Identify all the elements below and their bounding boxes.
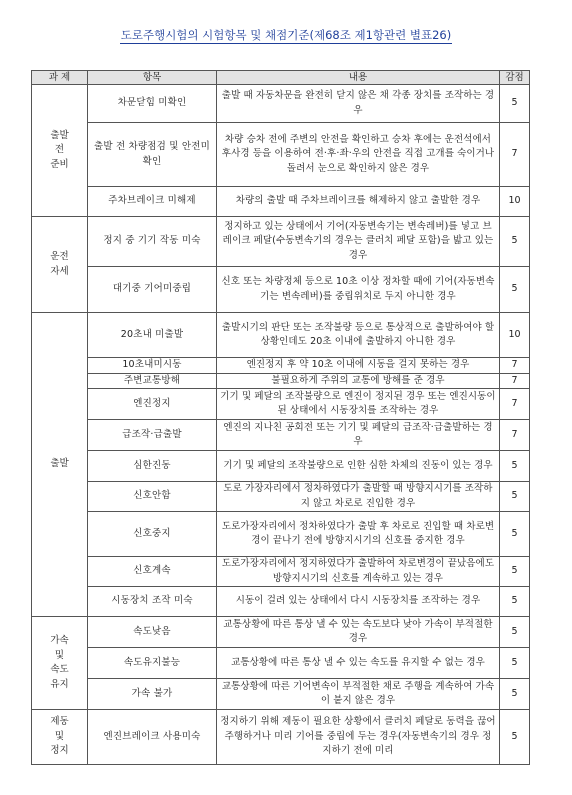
- header-item: 항목: [88, 71, 217, 85]
- content-cell: 기기 및 페달의 조작불량으로 인한 심한 차체의 진동이 있는 경우: [217, 451, 500, 482]
- table-row: [32, 512, 530, 557]
- header-content: 내용: [217, 71, 500, 85]
- points-cell: 5: [500, 557, 530, 587]
- scoring-table: [31, 70, 530, 765]
- table-row: [32, 187, 530, 217]
- item-cell: 시동장치 조작 미숙: [88, 587, 217, 617]
- points-cell: 10: [500, 187, 530, 217]
- category-cell: 가속 및 속도 유지: [32, 617, 88, 710]
- points-cell: 5: [500, 710, 530, 765]
- item-cell: 엔진브레이크 사용미숙: [88, 710, 217, 765]
- category-cell: 출발 전 준비: [32, 85, 88, 217]
- content-cell: 교통상황에 따른 통상 낼 수 있는 속도보다 낮아 가속이 부적절한 경우: [217, 617, 500, 648]
- table-row: [32, 358, 530, 374]
- content-cell: 엔진정지 후 약 10초 이내에 시동을 걸지 못하는 경우: [217, 358, 500, 374]
- table-row: [32, 389, 530, 420]
- item-cell: 출발 전 차량점검 및 안전미확인: [88, 123, 217, 187]
- content-cell: 도로가장자리에서 정지하였다가 출발하여 차로변경이 끝났음에도 방향지시기의 신호를 계속하고 있는 경우: [217, 557, 500, 587]
- points-cell: 7: [500, 420, 530, 451]
- table-row: [32, 123, 530, 187]
- item-cell: 엔진정지: [88, 389, 217, 420]
- points-cell: 10: [500, 313, 530, 358]
- points-cell: 5: [500, 512, 530, 557]
- points-cell: 7: [500, 358, 530, 374]
- item-cell: 신호중지: [88, 512, 217, 557]
- item-cell: 주변교통방해: [88, 373, 217, 389]
- content-cell: 신호 또는 차량정체 등으로 10초 이상 정차할 때에 기어(자동변속기는 변속레버)를 중립위치로 두지 아니한 경우: [217, 267, 500, 313]
- table-row: [32, 482, 530, 512]
- points-cell: 5: [500, 451, 530, 482]
- table-row: [32, 710, 530, 765]
- content-cell: 정지하기 위해 제동이 필요한 상황에서 클러치 페달로 동력을 끊어 주행하거나 미리 기어를 중립에 두는 경우(자동변속기의 경우 정지하기 전에 미리: [217, 710, 500, 765]
- item-cell: 20초내 미출발: [88, 313, 217, 358]
- item-cell: 신호계속: [88, 557, 217, 587]
- content-cell: 차량의 출발 때 주차브레이크를 해제하지 않고 출발한 경우: [217, 187, 500, 217]
- content-cell: 기기 및 페달의 조작불량으로 엔진이 정지된 경우 또는 엔진시동이 된 상태에서 시동장치를 조작하는 경우: [217, 389, 500, 420]
- content-cell: 차량 승차 전에 주변의 안전을 확인하고 승차 후에는 운전석에서 후사경 등을 이용하여 전·후·좌·우의 안전을 직접 고개를 숙이거나 돌려서 눈으로 확인하지 않은 경우: [217, 123, 500, 187]
- content-cell: 도로 가장자리에서 정차하였다가 출발할 때 방향지시기를 조작하지 않고 차로로 진입한 경우: [217, 482, 500, 512]
- item-cell: 정지 중 기기 작동 미숙: [88, 217, 217, 267]
- table-row: [32, 557, 530, 587]
- table-row: [32, 451, 530, 482]
- points-cell: 7: [500, 389, 530, 420]
- points-cell: 5: [500, 482, 530, 512]
- points-cell: 5: [500, 679, 530, 710]
- content-cell: 도로가장자리에서 정차하였다가 출발 후 차로로 진입할 때 차로변경이 끝나기 전에 방향지시기의 신호를 중지한 경우: [217, 512, 500, 557]
- header-row: [32, 71, 530, 85]
- points-cell: 5: [500, 648, 530, 679]
- table-row: [32, 420, 530, 451]
- item-cell: 속도유지불능: [88, 648, 217, 679]
- content-cell: 출발 때 자동차문을 완전히 닫지 않은 채 각종 장치를 조작하는 경우: [217, 85, 500, 123]
- item-cell: 10초내미시동: [88, 358, 217, 374]
- points-cell: 5: [500, 85, 530, 123]
- table-row: [32, 648, 530, 679]
- table-row: [32, 587, 530, 617]
- content-cell: 교통상황에 따른 통상 낼 수 있는 속도를 유지할 수 없는 경우: [217, 648, 500, 679]
- points-cell: 5: [500, 267, 530, 313]
- item-cell: 신호안함: [88, 482, 217, 512]
- content-cell: 엔진의 지나친 공회전 또는 기기 및 페달의 급조작·급출발하는 경우: [217, 420, 500, 451]
- category-cell: 운전 자세: [32, 217, 88, 313]
- item-cell: 대기중 기어미중립: [88, 267, 217, 313]
- item-cell: 차문닫힘 미확인: [88, 85, 217, 123]
- category-cell: 제동 및 정지: [32, 710, 88, 765]
- header-category: 과 제: [32, 71, 88, 85]
- points-cell: 5: [500, 587, 530, 617]
- content-cell: 교통상황에 따른 기어변속이 부적절한 채로 주행을 계속하여 가속이 붙지 않은 경우: [217, 679, 500, 710]
- content-cell: 불필요하게 주위의 교통에 방해를 준 경우: [217, 373, 500, 389]
- table-row: [32, 313, 530, 358]
- content-cell: 정지하고 있는 상태에서 기어(자동변속기는 변속레버)를 넣고 브레이크 페달(수동변속기의 경우는 클러치 페달 포함)을 밟고 있는 경우: [217, 217, 500, 267]
- table-row: [32, 217, 530, 267]
- content-cell: 출발시기의 판단 또는 조작불량 등으로 통상적으로 출발하여야 할 상황인데도 20초 이내에 출발하지 아니한 경우: [217, 313, 500, 358]
- content-cell: 시동이 걸려 있는 상태에서 다시 시동장치를 조작하는 경우: [217, 587, 500, 617]
- table-row: [32, 617, 530, 648]
- document-title: 도로주행시험의 시험항목 및 채점기준(제68조 제1항관련 별표26): [120, 28, 452, 42]
- points-cell: 7: [500, 123, 530, 187]
- points-cell: 5: [500, 617, 530, 648]
- table-body: [32, 85, 530, 765]
- table-row: [32, 679, 530, 710]
- category-cell: 출발: [32, 313, 88, 617]
- table-row: [32, 373, 530, 389]
- points-cell: 5: [500, 217, 530, 267]
- table-row: [32, 267, 530, 313]
- item-cell: 급조작·급출발: [88, 420, 217, 451]
- header-points: 감점: [500, 71, 530, 85]
- table-row: [32, 85, 530, 123]
- item-cell: 속도낮음: [88, 617, 217, 648]
- points-cell: 7: [500, 373, 530, 389]
- item-cell: 가속 불가: [88, 679, 217, 710]
- item-cell: 심한진동: [88, 451, 217, 482]
- item-cell: 주차브레이크 미해제: [88, 187, 217, 217]
